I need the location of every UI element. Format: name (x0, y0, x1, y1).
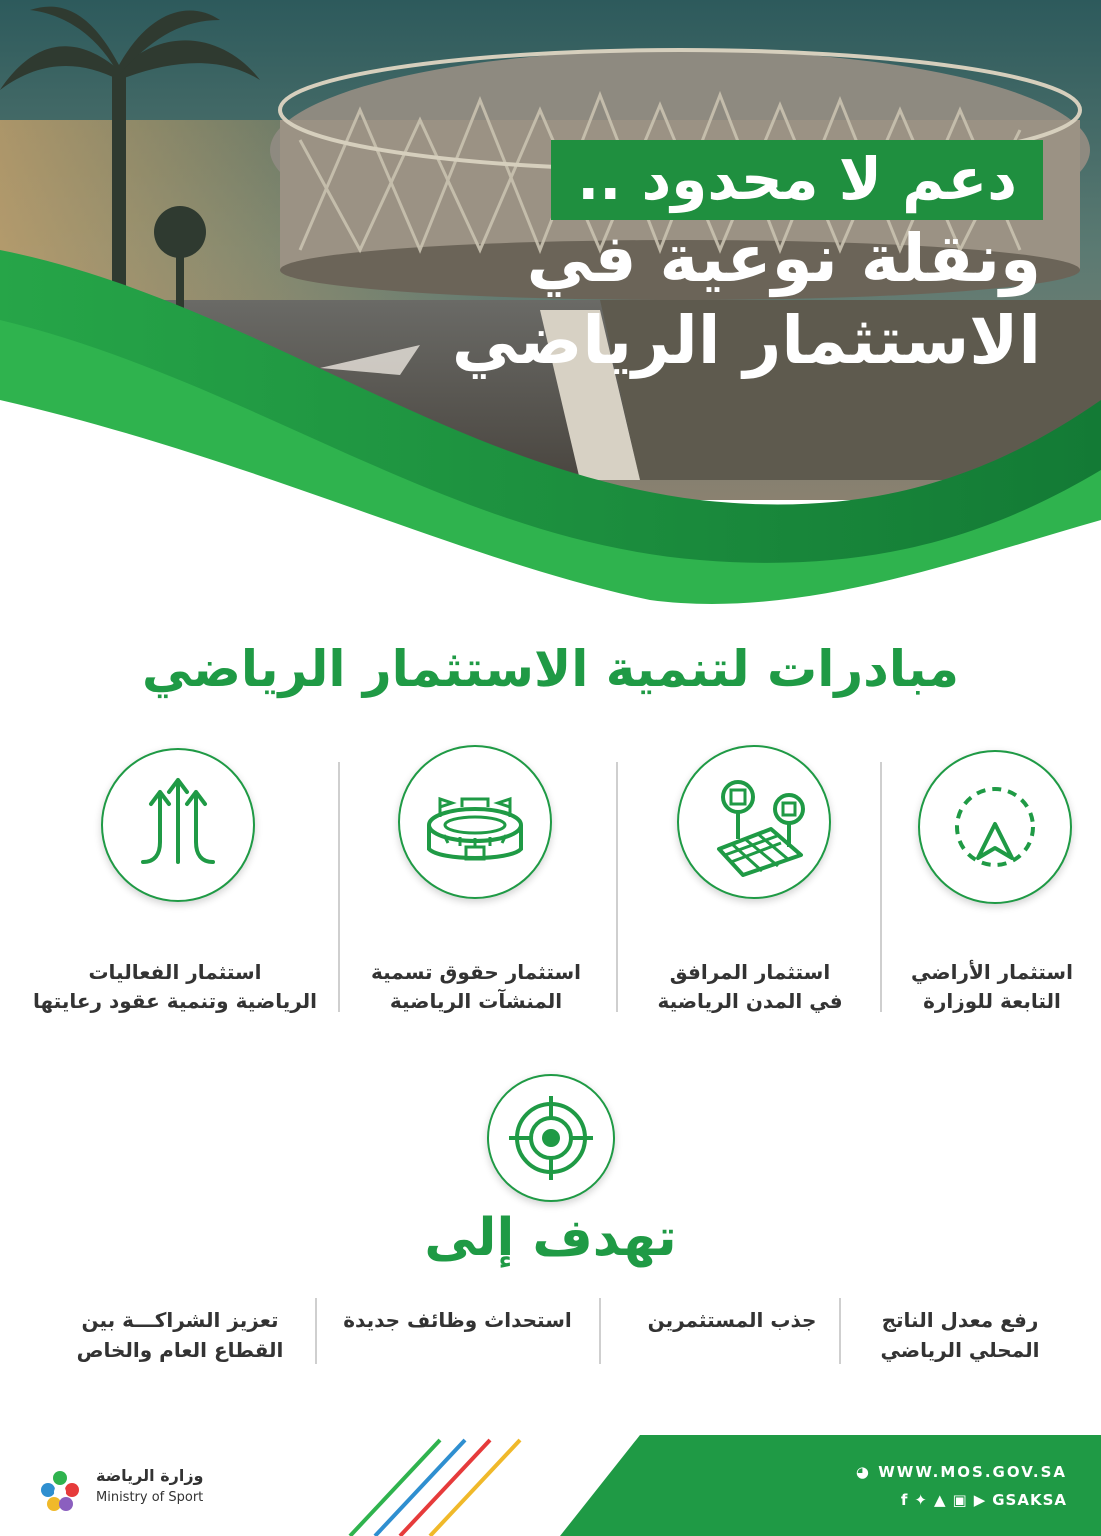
twitter-icon[interactable]: ✦ (914, 1491, 928, 1509)
snapchat-icon[interactable]: ▲ (933, 1491, 947, 1509)
initiative-label-4: استثمار الفعاليات الرياضية وتنمية عقود رعايتها (32, 960, 318, 1013)
navigation-circle-icon (918, 750, 1072, 904)
logo-text-arabic: وزارة الرياضة (96, 1466, 204, 1485)
social-handle: GSAKSA (992, 1491, 1067, 1509)
arrows-up-icon (101, 748, 255, 902)
goals-title: تهدف إلى (424, 1208, 677, 1268)
target-icon (487, 1074, 615, 1202)
youtube-icon[interactable]: ▶ (973, 1491, 987, 1509)
globe-icon: ◕ (855, 1463, 872, 1481)
divider (315, 1298, 317, 1364)
goal-label-3: استحداث وظائف جديدة (343, 1308, 572, 1332)
goal-label-1: رفع معدل الناتج المحلي الرياضي (880, 1308, 1040, 1362)
divider (616, 762, 618, 1012)
ministry-logo (32, 1460, 88, 1516)
stadium-icon (398, 745, 552, 899)
goal-label-4: تعزيز الشراكـــة بين القطاع العام والخاص (76, 1308, 284, 1362)
headline-line1: دعم لا محدود .. (551, 140, 1043, 220)
goal-label-2: جذب المستثمرين (647, 1308, 817, 1332)
divider (338, 762, 340, 1012)
initiative-label-3: استثمار حقوق تسمية المنشآت الرياضية (371, 960, 581, 1013)
instagram-icon[interactable]: ▣ (952, 1491, 968, 1509)
land-map-pins-icon (677, 745, 831, 899)
initiative-label-1: استثمار الأراضي التابعة للوزارة (911, 960, 1073, 1013)
divider (599, 1298, 601, 1364)
hero-banner (0, 0, 1101, 610)
headline-line2: ونقلة نوعية في (526, 220, 1041, 297)
initiatives-title: مبادرات لتنمية الاستثمار الرياضي (142, 640, 959, 698)
logo-text-english: Ministry of Sport (96, 1490, 204, 1505)
social-links (901, 1491, 1067, 1509)
headline-line3: الاستثمار الرياضي (451, 302, 1041, 379)
initiative-label-2: استثمار المرافق في المدن الرياضية (657, 960, 843, 1013)
facebook-icon[interactable]: f (900, 1491, 909, 1509)
website-link[interactable]: ◕ WWW.MOS.GOV.SA (855, 1463, 1067, 1481)
